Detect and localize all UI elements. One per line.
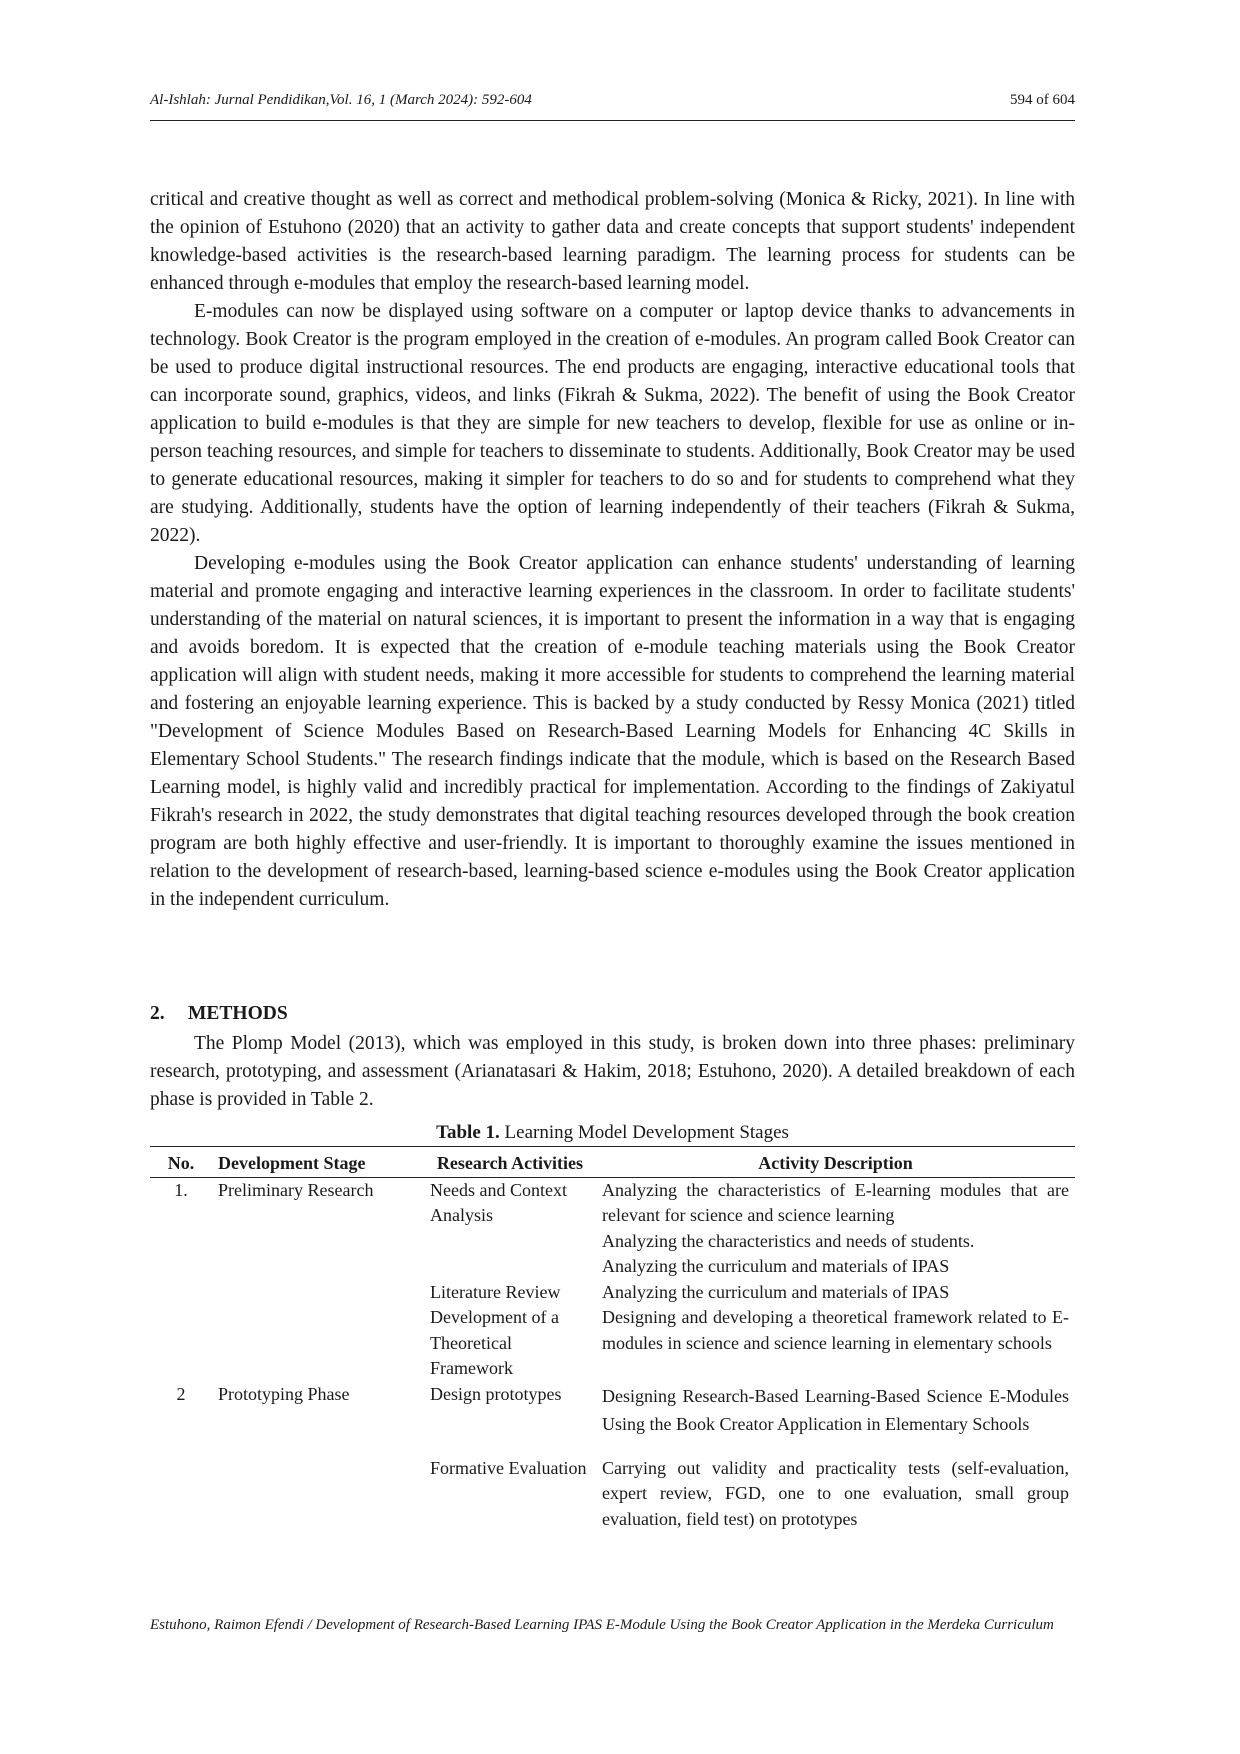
cell-activity: Needs and Context Analysis xyxy=(430,1179,567,1225)
cell-activity: Formative Evaluation xyxy=(430,1457,587,1478)
table-row xyxy=(150,1382,1075,1438)
cell-description: Designing and developing a theoretical framework related to E-modules in science and science learning in elementary schools xyxy=(602,1307,1069,1353)
cell-description: Analyzing the curriculum and materials of IPAS xyxy=(602,1281,950,1302)
body-text xyxy=(150,186,1075,914)
page-header xyxy=(150,90,1075,121)
cell-description: Analyzing the characteristics of E-learning modules that are relevant for science and science learning xyxy=(602,1179,1069,1225)
table-row xyxy=(150,1254,1075,1280)
section-title: METHODS xyxy=(188,1003,288,1024)
page-footer: Estuhono, Raimon Efendi / Development of Research-Based Learning IPAS E-Module Using the Book Creator Application in the Merdeka Curriculum xyxy=(150,1617,1054,1633)
cell-activity: Development of a Theoretical Framework xyxy=(430,1307,559,1378)
cell-activity: Design prototypes xyxy=(430,1383,562,1404)
table-caption-text: Learning Model Development Stages xyxy=(499,1122,789,1143)
cell-no: 2 xyxy=(176,1383,186,1404)
cell-description: Analyzing the curriculum and materials of IPAS xyxy=(602,1256,950,1276)
table-row xyxy=(150,1280,1075,1306)
table-row xyxy=(150,1305,1075,1382)
methods-paragraph: The Plomp Model (2013), which was employed in this study, is broken down into three phases: preliminary research, prototyping, and assessment (Arianatasari & Hakim, 2018; Estuhono, 2020). A detailed breakdown of each phase is provided in Table 2. xyxy=(150,1033,1075,1110)
table-header-row xyxy=(150,1147,1075,1178)
table-row xyxy=(150,1229,1075,1255)
paragraph-2: E-modules can now be displayed using software on a computer or laptop device thanks to advancements in technology. Book Creator is the program employed in the creation of e-modules. An program called Book Creator can be used to produce digital instructional resources. The end products are engaging, interactive educational tools that can incorporate sound, graphics, videos, and links (Fikrah & Sukma, 2022). The benefit of using the Book Creator application to build e-modules is that they are simple for new teachers to develop, flexible for use as online or in-person teaching resources, and simple for teachers to disseminate to students. Additionally, Book Creator may be used to generate educational resources, making it simpler for teachers to do so and for students to comprehend what they are studying. Additionally, students have the option of learning independently of their teachers (Fikrah & Sukma, 2022). xyxy=(150,301,1075,546)
table-caption-label: Table 1. xyxy=(436,1122,500,1143)
header-stage: Development Stage xyxy=(218,1153,366,1173)
cell-description: Analyzing the characteristics and needs of students. xyxy=(602,1230,975,1251)
cell-description: Carrying out validity and practicality tests (self-evaluation, expert review, FGD, one to one evaluation, small group evaluation, field test) on prototypes xyxy=(602,1457,1069,1529)
table-caption xyxy=(150,1122,1075,1144)
table-row xyxy=(150,1438,1075,1533)
header-no: No. xyxy=(167,1153,195,1173)
development-stages-table xyxy=(150,1146,1075,1532)
paragraph-3: Developing e-modules using the Book Creator application can enhance students' understanding of learning material and promote engaging and interactive learning experiences in the classroom. In order to facilitate students' understanding of the material on natural sciences, it is important to present the information in a way that is engaging and avoids boredom. It is expected that the creation of e-module teaching materials using the Book Creator application will align with student needs, making it more accessible for students to comprehend the learning material and fostering an enjoyable learning experience. This is backed by a study conducted by Ressy Monica (2021) titled "Development of Science Modules Based on Research-Based Learning Models for Enhancing 4C Skills in Elementary School Students." The research findings indicate that the module, which is based on the Research Based Learning model, is highly valid and incredibly practical for implementation. According to the findings of Zakiyatul Fikrah's research in 2022, the study demonstrates that digital teaching resources developed through the book creation program are both highly effective and user-friendly. It is important to thoroughly examine the issues mentioned in relation to the development of research-based, learning-based science e-modules using the Book Creator application in the independent curriculum. xyxy=(150,553,1075,910)
section-number: 2. xyxy=(150,1003,165,1024)
header-description: Activity Description xyxy=(758,1153,913,1173)
paragraph-1: critical and creative thought as well as correct and methodical problem-solving (Monica & Ricky, 2021). In line with the opinion of Estuhono (2020) that an activity to gather data and create concepts that support students' independent knowledge-based activities is the research-based learning paradigm. The learning process for students can be enhanced through e-modules that employ the research-based learning model. xyxy=(150,189,1075,294)
cell-stage: Preliminary Research xyxy=(218,1179,374,1200)
section-heading xyxy=(150,1003,288,1025)
page-number: 594 of 604 xyxy=(1010,92,1075,108)
table-row xyxy=(150,1177,1075,1229)
journal-citation: Al-Ishlah: Jurnal Pendidikan,Vol. 16, 1 (March 2024): 592-604 xyxy=(150,92,532,108)
cell-activity: Literature Review xyxy=(430,1281,561,1302)
header-activities: Research Activities xyxy=(436,1153,584,1173)
cell-stage: Prototyping Phase xyxy=(218,1383,350,1404)
cell-description: Designing Research-Based Learning-Based Science E-Modules Using the Book Creator Application in Elementary Schools xyxy=(602,1385,1069,1434)
cell-no: 1. xyxy=(174,1179,188,1200)
